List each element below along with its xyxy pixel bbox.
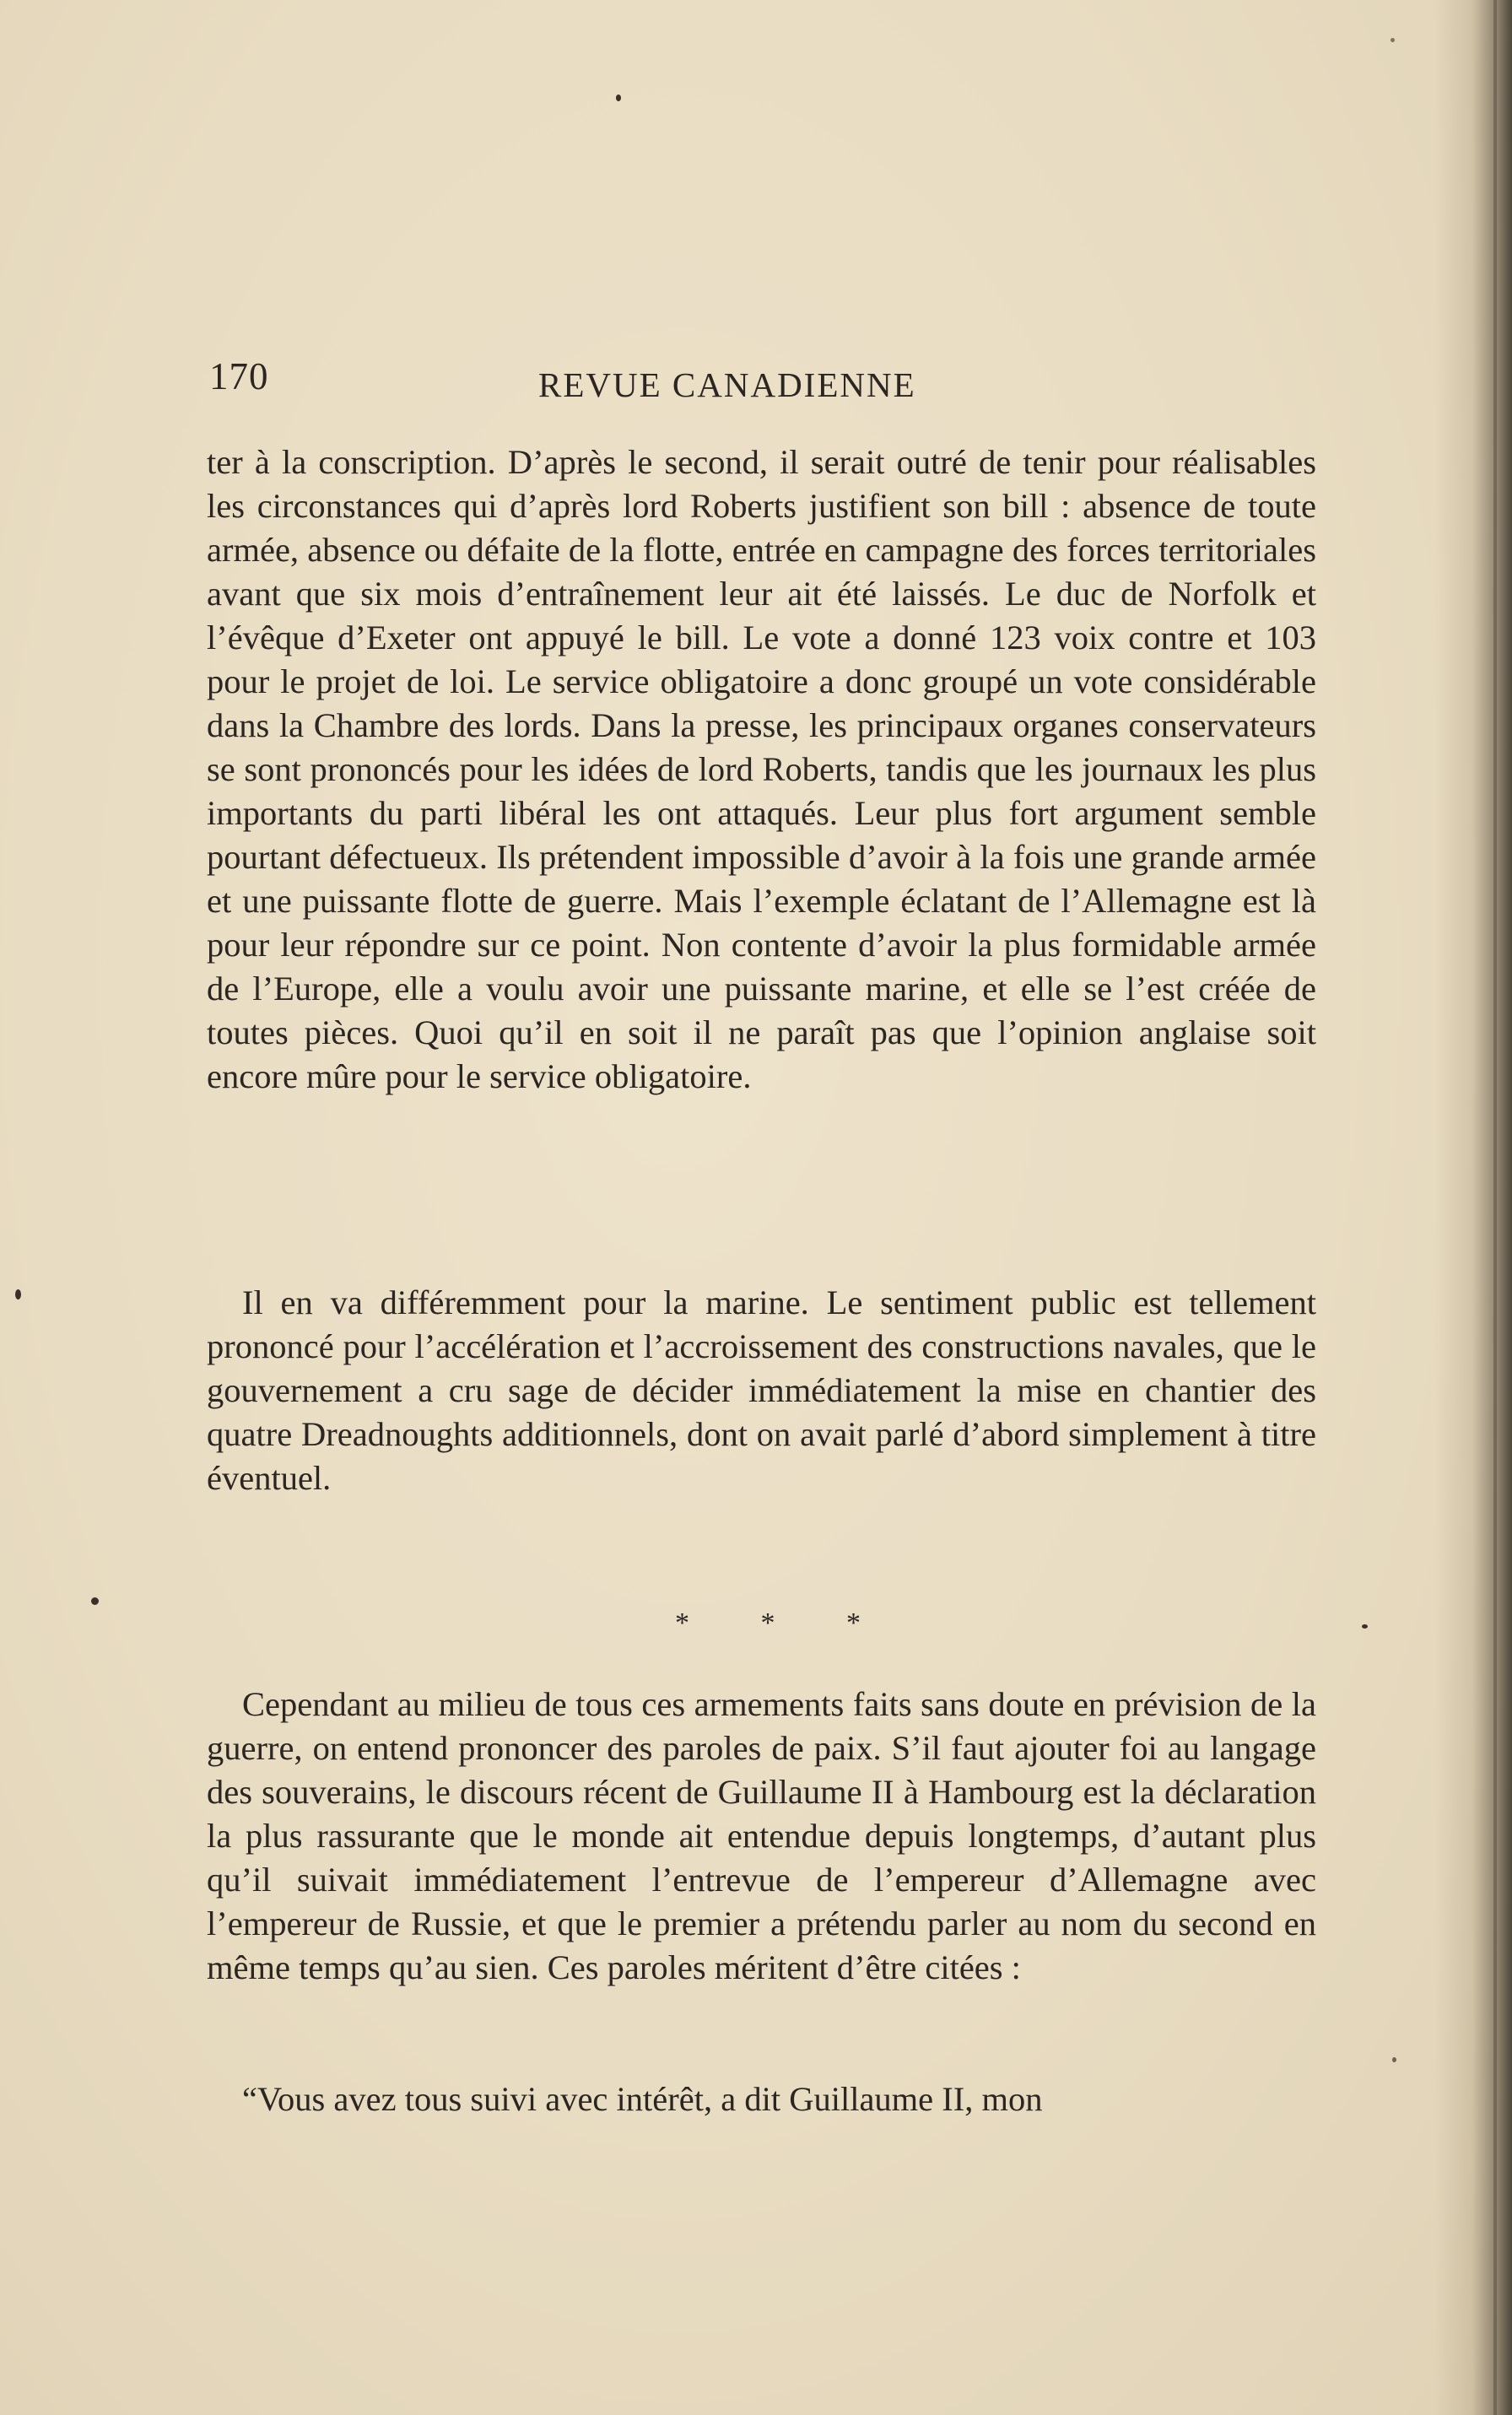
paper-speck: [15, 1289, 21, 1299]
paragraph-3: Cependant au milieu de tous ces armements faits sans doute en prévision de la guerre, on entend prononcer des paroles de paix. S’il faut ajouter foi au langage des souverains, le discours récent de Guillaume II à Hambourg est la déclaration la plus rassurante que le monde ait entendue depuis longtemps, d’autant plus qu’il suivait immédiatement l’entrevue de l’empereur d’Allemagne avec l’empereur de Russie, et que le premier a prétendu parler au nom du second en même temps qu’au sien. Ces paroles méritent d’être citées :: [207, 1685, 1316, 1986]
paper-speck: [91, 1597, 99, 1605]
page-header: [209, 354, 1323, 405]
paper-speck: [1392, 2057, 1396, 2062]
page-number: 170: [209, 355, 269, 397]
paragraph-1: ter à la conscription. D’après le second, il serait outré de tenir pour réalisables les circonstances qui d’après lord Roberts justifient son bill : absence de toute armée, absence ou défaite de la flotte, entrée en campagne des forces territoriales avant que six mois d’entraînement leur ait été laissés. Le duc de Norfolk et l’évêque d’Exeter ont appuyé le bill. Le vote a donné 123 voix contre et 103 pour le projet de loi. Le service obligatoire a donc groupé un vote considérable dans la Chambre des lords. Dans la presse, les principaux organes conservateurs se sont prononcés pour les idées de lord Roberts, tandis que les journaux les plus importants du parti libéral les ont attaqués. Leur plus fort argument semble pourtant défectueux. Ils prétendent impossible d’avoir à la fois une grande armée et une puissante flotte de guerre. Mais l’exemple éclatant de l’Allemagne est là pour leur répondre sur ce point. Non contente d’avoir la plus formidable armée de l’Europe, elle a voulu avoir une puissante marine, et elle se l’est créée de toutes pièces. Quoi qu’il en soit il ne paraît pas que l’opinion anglaise soit encore mûre pour le service obligatoire.: [207, 443, 1316, 1095]
paragraph-2: Il en va différemment pour la marine. Le sentiment public est tellement prononcé pour l’accélération et l’accroissement des constructions navales, que le gouvernement a cru sage de décider immédiatement la mise en chantier des quatre Dreadnoughts additionnels, dont on avait parlé d’abord simplement à titre éventuel.: [207, 1283, 1316, 1497]
paper-speck: [1390, 38, 1395, 42]
running-title: REVUE CANADIENNE: [538, 365, 916, 404]
book-gutter: [1493, 0, 1497, 2415]
paper-speck: [616, 95, 621, 101]
paper-speck: [1362, 1624, 1368, 1629]
paragraph-4: “Vous avez tous suivi avec intérêt, a dit Guillaume II, mon: [242, 2080, 1043, 2118]
section-break: * * *: [675, 1607, 893, 1639]
